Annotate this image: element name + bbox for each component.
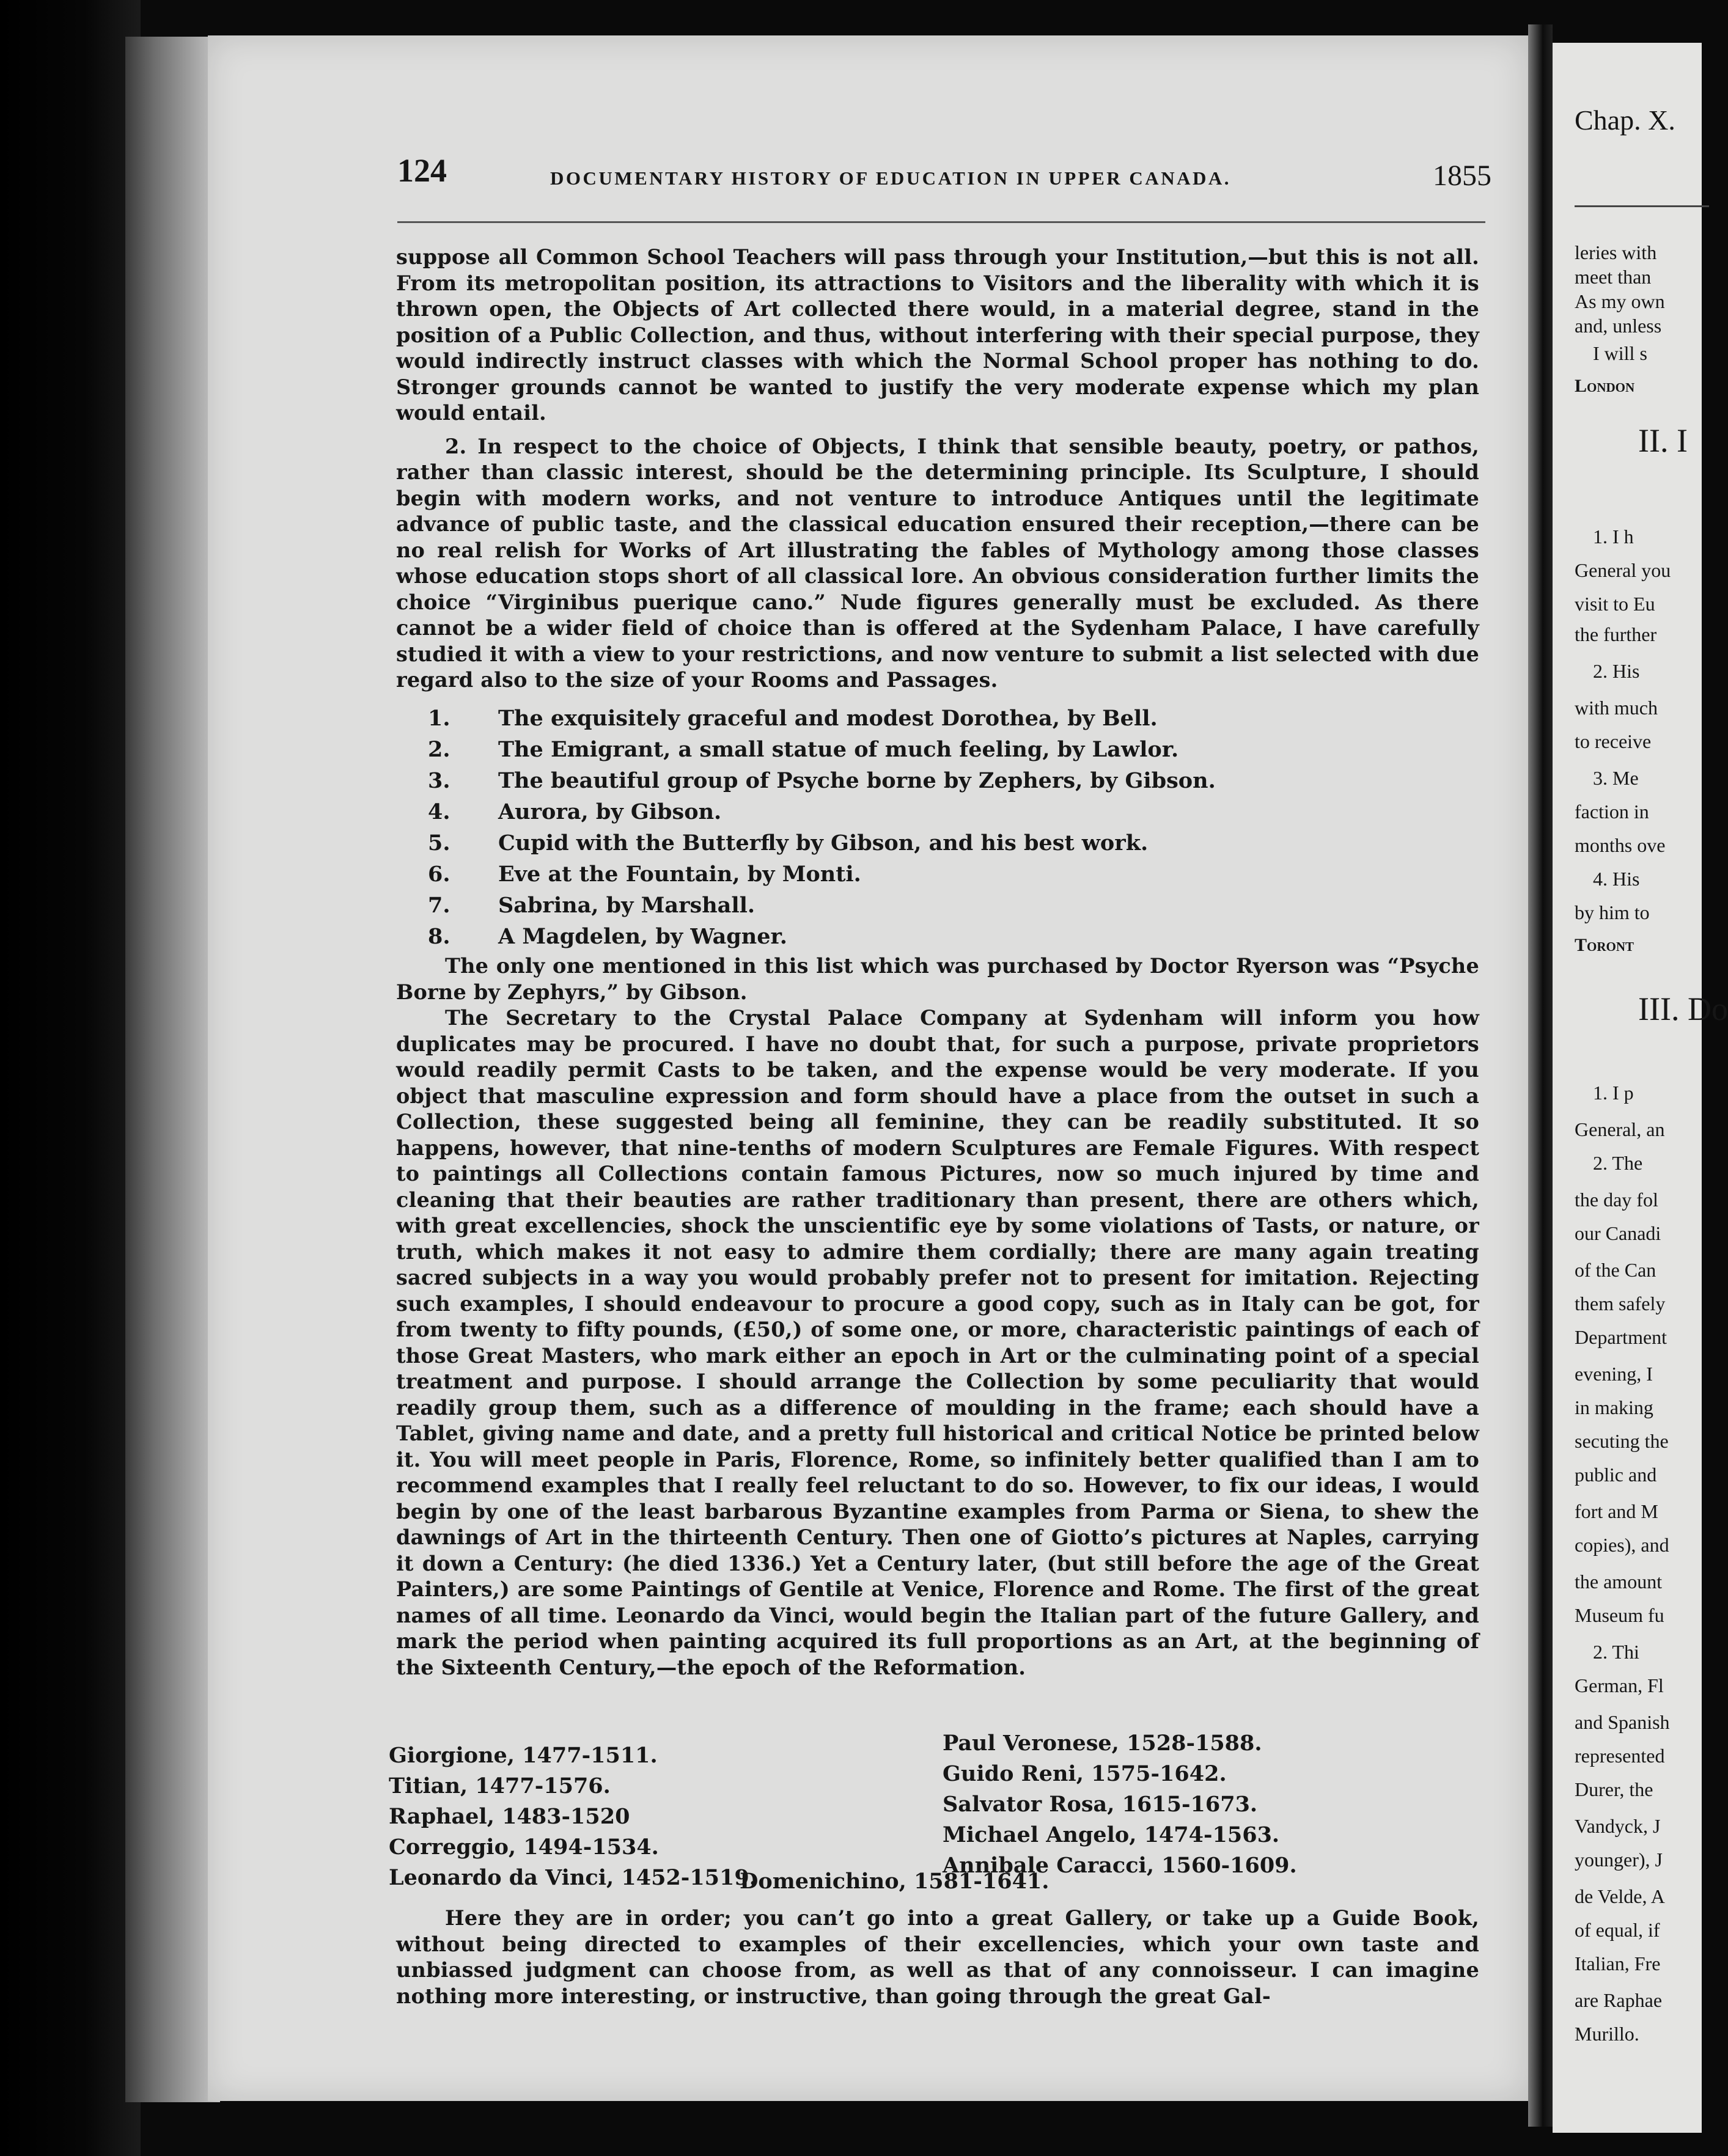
page-edge xyxy=(125,37,220,2102)
right-page-line: General you xyxy=(1575,559,1671,581)
right-page-line: secuting the xyxy=(1575,1430,1669,1452)
right-page-line: the amount xyxy=(1575,1571,1663,1593)
list-item: 6. Eve at the Fountain, by Monti. xyxy=(428,862,861,887)
secretary-paragraph: The Secretary to the Crystal Palace Company at Sydenham will inform you how duplicates may be procured. I have no doubt that, for such a purpose, private proprietors would readily permit Casts to be taken, and the expense would be very moderate. If you object that masculine expression and form should have a place from the outset in such a Collection, these suggested being all feminine, they can be readily substituted. It so happens, however, that nine-tenths of modern Sculptures are Female Figures. With respect to paintings all Collections contain famous Pictures, now so much injured by time and cleaning that their beauties are rather traditionary than present, there are others which, with great excellencies, shock the unscientific eye by some violations of Tasts, or nature, or truth, which makes it not easy to admire them cordially; there are many again treating sacred subjects in a way you would probably prefer not to present for imitation. Rejecting such examples, I should endeavour to procure a good copy, such as in Italy can be got, for from twenty to fifty pounds, (£50,) of some one, or more, characteristic paintings of each of those Great Masters, who mark either an epoch in Art or the culminating point of a special treatment and purpose. I should arrange the Collection by some peculiarity that would readily group them, such as a difference of moulding in the frame; each should have a Tablet, giving name and date, and a pretty full historical and critical Notice be printed below it. You will meet people in Paris, Florence, Rome, so infinitely better qualified than I am to recommend examples that I really feel reluctant to do so. However, to fix our ideas, I would begin by one of the least barbarous Byzantine examples from Parma or Siena, to shew the dawnings of Art in the thirteenth Century. Then one of Giotto’s pictures at Naples, carrying it down a Century: (he died 1336.) Yet a Century later, (but still before the age of the Great Painters,) are some Paintings of Gentile at Venice, Florence and Rome. The first of the great names of all time. Leonardo da Vinci, would begin the Italian part of the future Gallery, and mark the period when painting acquired its full proportions as an Art, at the beginning of the Sixteenth Century,—the epoch of the Reformation. xyxy=(396,1006,1479,1679)
right-page-line: them safely xyxy=(1575,1292,1666,1314)
objects-paragraph: 2. In respect to the choice of Objects, I think that sensible beauty, poetry, or pathos, rather than classic interest, should be the determining principle. Its Sculpture, I should begin with modern works, and not venture to introduce Antiques until the legitimate advance of public taste, and the classical education ensured their reception,—there can be no real relish for Works of Art illustrating the fables of Mythology among those classes whose education stops short of all classical lore. An obvious consideration further limits the choice “Virginibus puerique cano.” Nude figures generally must be excluded. As there cannot be a wider field of choice than is offered at the Sydenham Palace, I have carefully studied it with a view to your restrictions, and now venture to submit a list selected with due regard also to the size of your Rooms and Passages. xyxy=(396,434,1479,692)
right-page-line: meet than xyxy=(1575,266,1652,288)
page-number: 124 xyxy=(397,152,447,189)
page-header-title: DOCUMENTARY HISTORY OF EDUCATION IN UPPER CANADA. xyxy=(550,167,1231,189)
right-page-line: 1. I h xyxy=(1593,526,1634,548)
right-page-line: the day fol xyxy=(1575,1189,1658,1211)
right-page-line: Toront xyxy=(1575,935,1634,955)
master-entry: Guido Reni, 1575-1642. xyxy=(943,1761,1227,1786)
list-item: 7. Sabrina, by Marshall. xyxy=(428,893,756,918)
right-page-line: fort and M xyxy=(1575,1500,1658,1522)
list-item: 4. Aurora, by Gibson. xyxy=(428,799,722,824)
right-page-line: months ove xyxy=(1575,834,1666,856)
list-item: 1. The exquisitely graceful and modest Dorothea, by Bell. xyxy=(428,706,1158,731)
right-page-line: As my own xyxy=(1575,290,1665,312)
right-page-line: 2. Thi xyxy=(1593,1641,1639,1663)
header-year: 1855 xyxy=(1433,160,1491,192)
master-entry: Michael Angelo, 1474-1563. xyxy=(943,1822,1280,1847)
master-entry: Paul Veronese, 1528-1588. xyxy=(943,1731,1262,1756)
right-page-line: 2. The xyxy=(1593,1152,1643,1174)
list-item: 3. The beautiful group of Psyche borne by Zephers, by Gibson. xyxy=(428,768,1216,793)
book-spine-shadow xyxy=(0,0,141,2156)
right-page-line: leries with xyxy=(1575,241,1657,263)
right-page-line: our Canadi xyxy=(1575,1222,1661,1244)
list-item: 8. A Magdelen, by Wagner. xyxy=(428,924,787,949)
header-rule xyxy=(397,221,1485,223)
right-page-line: of equal, if xyxy=(1575,1919,1660,1941)
body-text xyxy=(396,244,1479,694)
master-entry: Giorgione, 1477-1511. xyxy=(389,1743,658,1768)
right-page-line: Durer, the xyxy=(1575,1778,1653,1800)
right-page-line: with much xyxy=(1575,697,1658,719)
note-paragraph: The only one mentioned in this list which was purchased by Doctor Ryerson was “Psyche Borne by Zephyrs,” by Gibson. xyxy=(396,954,1479,1004)
master-entry: Leonardo da Vinci, 1452-1519. xyxy=(389,1865,757,1890)
right-page-section-heading: II. I xyxy=(1638,422,1688,459)
closing-text xyxy=(396,1905,1479,2009)
right-page-line: to receive xyxy=(1575,730,1652,752)
right-page-line: Italian, Fre xyxy=(1575,1953,1661,1975)
right-page-line: 1. I p xyxy=(1593,1082,1634,1104)
right-page-line: Museum fu xyxy=(1575,1604,1664,1626)
list-item: 2. The Emigrant, a small statue of much feeling, by Lawlor. xyxy=(428,737,1179,762)
right-page-line: visit to Eu xyxy=(1575,593,1655,615)
master-entry: Titian, 1477-1576. xyxy=(389,1773,611,1799)
running-head xyxy=(397,147,1491,214)
right-page-line: the further xyxy=(1575,623,1657,645)
right-page-line: London xyxy=(1575,376,1635,396)
master-entry: Correggio, 1494-1534. xyxy=(389,1835,659,1860)
masters-left-column xyxy=(389,1740,757,1893)
closing-paragraph: Here they are in order; you can’t go into a great Gallery, or take up a Guide Book, without being directed to examples of their excellencies, which your own taste and unbiassed judgment can choose from, as well as that of any connoisseur. I can imagine nothing more interesting, or instructive, than going through the great Gal- xyxy=(396,1906,1479,2008)
right-page-line: 3. Me xyxy=(1593,767,1639,789)
sculpture-list xyxy=(428,703,1467,952)
right-page-line: copies), and xyxy=(1575,1534,1669,1556)
right-page-line: public and xyxy=(1575,1464,1657,1486)
right-page-header: Chap. X. xyxy=(1575,105,1675,136)
intro-paragraph: suppose all Common School Teachers will pass through your Institution,—but this is not all. From its metropolitan position, its attractions to Visitors and the liberality with which it is thrown open, the Objects of Art collected there would, in a material degree, stand in the position of a Public Collection, and thus, without interfering with their special purpose, they would indirectly instruct classes with which the Normal School proper has nothing to do. Stronger grounds cannot be wanted to justify the very moderate expense which my plan would entail. xyxy=(396,245,1479,425)
right-page-line: in making xyxy=(1575,1396,1653,1418)
right-page-line: Vandyck, J xyxy=(1575,1815,1661,1837)
right-page-line: de Velde, A xyxy=(1575,1885,1665,1907)
right-page-line: I will s xyxy=(1593,342,1647,364)
master-entry: Salvator Rosa, 1615-1673. xyxy=(943,1792,1258,1817)
book-gutter xyxy=(1528,24,1553,2127)
right-page-line: and, unless xyxy=(1575,315,1662,337)
master-entry: Annibale Caracci, 1560-1609. xyxy=(943,1853,1297,1878)
right-page-line: General, an xyxy=(1575,1118,1665,1140)
right-page-line: 2. His xyxy=(1593,660,1640,682)
body-text-continued xyxy=(396,953,1479,1681)
right-page-line: German, Fl xyxy=(1575,1674,1664,1696)
right-page-line: represented xyxy=(1575,1745,1665,1767)
right-page-line: Department xyxy=(1575,1326,1667,1348)
right-page-rule xyxy=(1575,205,1709,207)
masters-right-column xyxy=(943,1728,1297,1881)
right-page-line: and Spanish xyxy=(1575,1711,1670,1733)
right-page-line: faction in xyxy=(1575,801,1649,823)
right-page-section-heading: III. Do xyxy=(1638,991,1728,1027)
right-page-line: 4. His xyxy=(1593,868,1640,890)
right-page-line: are Raphae xyxy=(1575,1989,1663,2011)
list-item: 5. Cupid with the Butterfly by Gibson, and his best work. xyxy=(428,831,1149,856)
right-page-line: evening, I xyxy=(1575,1363,1653,1385)
master-entry: Raphael, 1483-1520 xyxy=(389,1804,630,1829)
master-entry-centered: Domenichino, 1581-1641. xyxy=(740,1869,1050,1894)
great-masters-list xyxy=(389,1731,1489,1890)
right-page-line: of the Can xyxy=(1575,1259,1656,1281)
right-page-line: by him to xyxy=(1575,901,1650,923)
right-page-line: Murillo. xyxy=(1575,2023,1639,2045)
right-page-line: younger), J xyxy=(1575,1849,1663,1871)
